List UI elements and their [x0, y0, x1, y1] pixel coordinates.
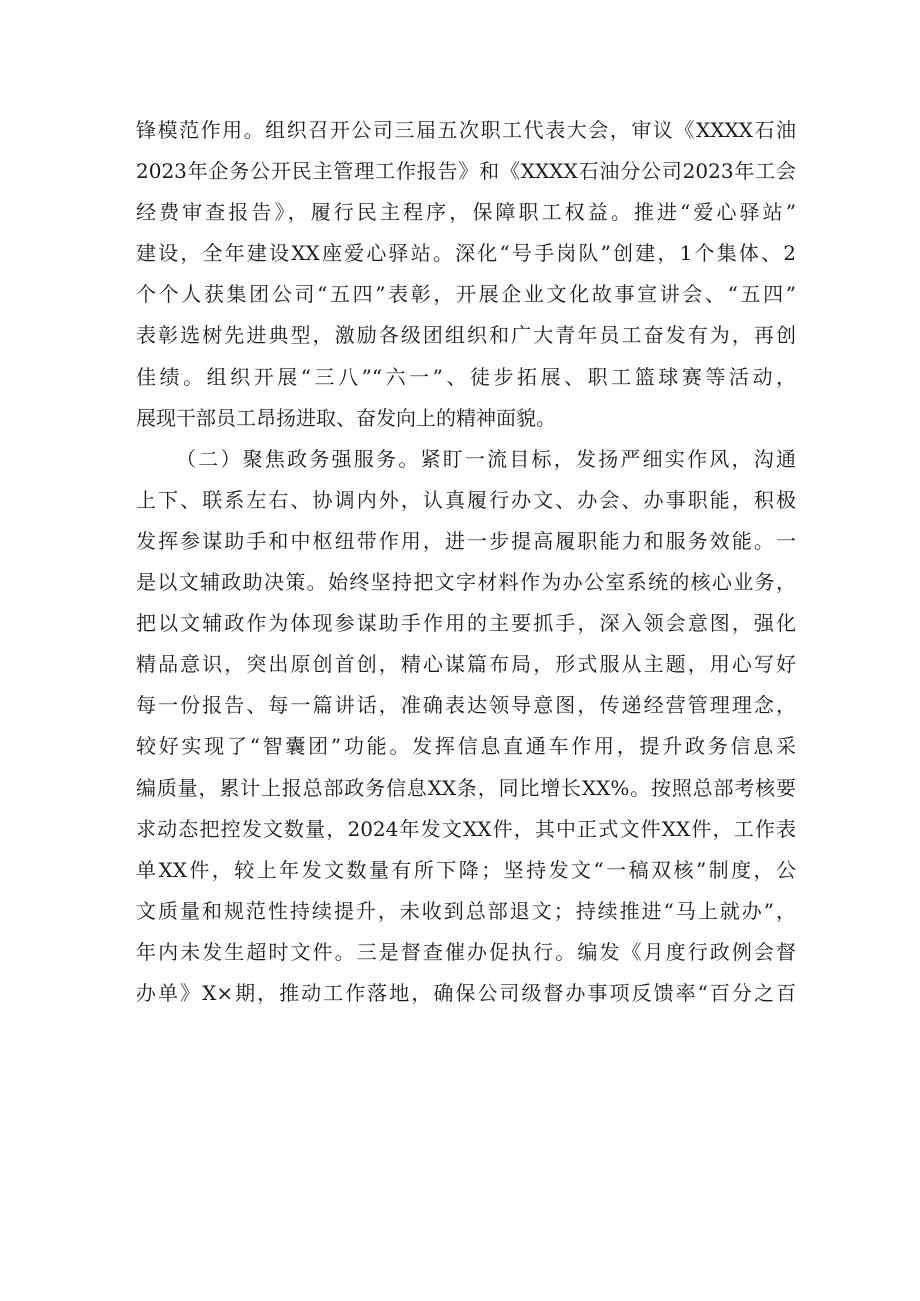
text-line: 办单》X×期，推动工作落地，确保公司级督办事项反馈率“百分之百 [136, 980, 796, 1005]
text-line: 经费审查报告》，履行民主程序，保障职工权益。推进“爱心驿站” [136, 200, 796, 225]
text-line: 编质量，累计上报总部政务信息XX条，同比增长XX%。按照总部考核要 [136, 775, 796, 800]
text-line: 把以文辅政作为体现参谋助手作用的主要抓手，深入领会意图，强化 [136, 611, 796, 636]
text-line: 精品意识，突出原创首创，精心谋篇布局，形式服从主题，用心写好 [136, 652, 796, 677]
text-line: 佳绩。组织开展“三八”“六一”、徒步拓展、职工篮球赛等活动， [136, 364, 796, 389]
text-line: 每一份报告、每一篇讲话，准确表达领导意图，传递经营管理理念， [136, 693, 796, 718]
text-line: 展现干部员工昂扬进取、奋发向上的精神面貌。 [136, 405, 556, 430]
text-line: 较好实现了“智囊团”功能。发挥信息直通车作用，提升政务信息采 [136, 734, 796, 759]
document-body [136, 110, 796, 1014]
text-line: 单XX件，较上年发文数量有所下降；坚持发文“一稿双核”制度，公 [136, 857, 796, 882]
text-line: 表彰选树先进典型，激励各级团组织和广大青年员工奋发有为，再创 [136, 323, 796, 348]
text-line: 上下、联系左右、协调内外，认真履行办文、办会、办事职能，积极 [136, 487, 796, 512]
text-line: 个个人获集团公司“五四”表彰，开展企业文化故事宣讲会、“五四” [136, 282, 796, 307]
text-line: 发挥参谋助手和中枢纽带作用，进一步提高履职能力和服务效能。一 [136, 528, 796, 553]
text-line: 求动态把控发文数量，2024年发文XX件，其中正式文件XX件，工作表 [136, 816, 796, 841]
text-line: 建设，全年建设XX座爱心驿站。深化“号手岗队”创建，1个集体、2 [136, 241, 796, 266]
text-line: 年内未发生超时文件。三是督查催办促执行。编发《月度行政例会督 [136, 939, 796, 964]
section-heading-line: （二）聚焦政务强服务。紧盯一流目标，发扬严细实作风，沟通 [176, 446, 796, 471]
text-line: 2023年企务公开民主管理工作报告》和《XXXX石油分公司2023年工会 [136, 159, 796, 184]
text-line: 锋模范作用。组织召开公司三届五次职工代表大会，审议《XXXX石油 [136, 118, 796, 142]
text-line: 文质量和规范性持续提升，未收到总部退文；持续推进“马上就办”， [136, 898, 796, 923]
text-line: 是以文辅政助决策。始终坚持把文字材料作为办公室系统的核心业务， [136, 570, 796, 595]
